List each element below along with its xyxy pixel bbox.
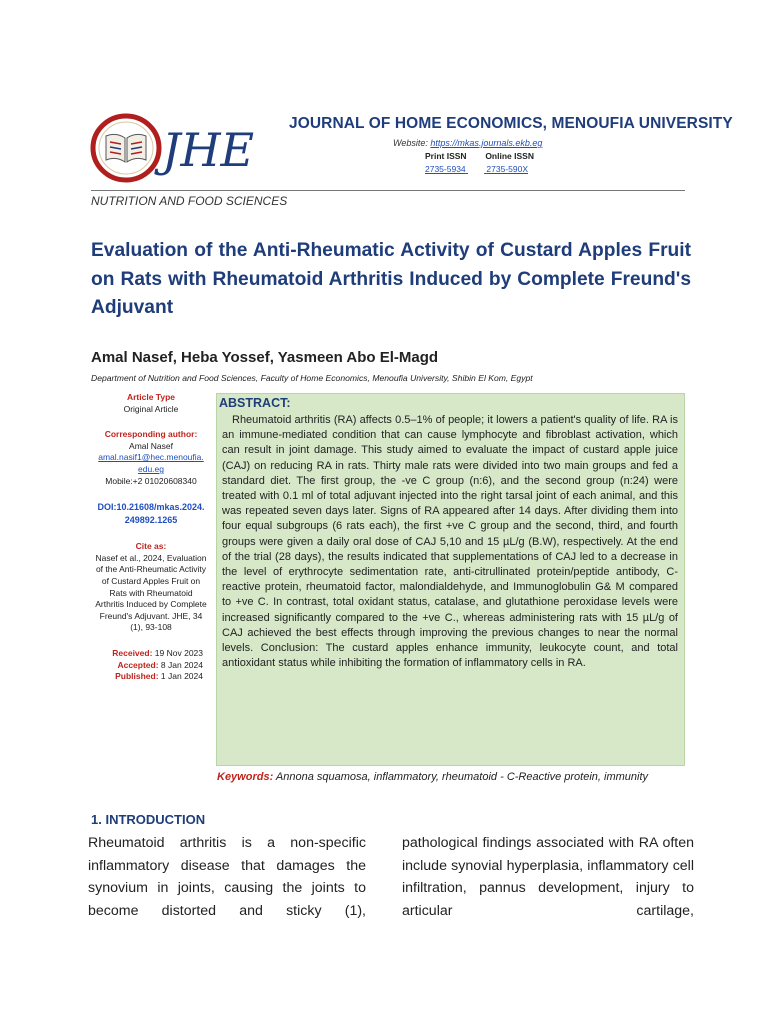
author-list: Amal Nasef, Heba Yossef, Yasmeen Abo El-Magd [91, 349, 439, 366]
cite-as-label: Cite as: [135, 541, 167, 552]
accepted-date: 8 Jan 2024 [160, 659, 203, 670]
issn-values [425, 164, 528, 174]
abstract-text: Rheumatoid arthritis (RA) affects 0.5–1% of people; it lowers a patient's quality of life. RA is an immune-mediated condition that can cause lymphocyte and fibroblast activation, which can result in joint damage. This study aimed to evaluate the impact of custard apple juice (CAJ) on reducing RA in rats. Thirty male rats were divided into two main groups and fed a standard diet. The first group, the -ve C group (n:6), and the second group (n:24) were treated with 0.1 ml of total adjuvant injected into the right tarsal joint of each animal, and this was repeated seven days later. Signs of RA appeared after 14 days. After dividing them into four equal subgroups (6 rats each), the first +ve C group and the second, third, and fourth groups were given a daily oral dose of CAJ 5,10 and 15 µL/g (B.W), respectively. At the end of the trial (28 days), the results indicated that supplementations of CAJ led to a decrease in the level of erythrocyte sedimentation rate, anti-citrullinated protein/peptide antibody, C-reactive protein, rheumatoid factor, malondialdehyde, and Immunoglobulin G& M compared to +ve C. In contrast, total oxidant status, catalase, and glutathione peroxidase levels were increased significantly compared to the +ve C., whereas administering rats with 15 µL/g of CAJ achieved the best effects through improving the previous changes to near the normal levels. Conclusion: The custard apples enhance immunity, leukocyte count, and total antioxidant status while inhibiting the formation of inflammatory cells in RA. [222, 414, 678, 670]
corresponding-author-label: Corresponding author: [104, 429, 198, 440]
author-email-link[interactable]: amal.nasif1@hec.menoufia.edu.eg [98, 452, 204, 474]
online-issn-label: Online ISSN [485, 151, 534, 161]
header-divider [91, 190, 685, 191]
author-mobile: Mobile:+2 01020608340 [105, 475, 197, 486]
citation-text: Nasef et al., 2024, Evaluation of the Anti-Rheumatic Activity of Custard Apples Fruit on Rats with Rheumatoid Arthritis Induced by Complete Freund's Adjuvant. JHE, 34 (1), 93-108 [95, 552, 207, 633]
accepted-label: Accepted: [117, 659, 159, 670]
paper-title: Evaluation of the Anti-Rheumatic Activity of Custard Apples Fruit on Rats with Rheumatoid Arthritis Induced by Complete Freund's Adjuvant [91, 240, 691, 318]
website-label: Website: [393, 138, 428, 148]
print-issn-label: Print ISSN [425, 151, 467, 161]
keywords-row: Keywords: Annona squamosa, inflammatory, rheumatoid - C-Reactive protein, immunity [217, 771, 649, 783]
published-date: 1 Jan 2024 [160, 671, 203, 682]
journal-logo [88, 112, 288, 184]
article-type-label: Article Type [126, 392, 176, 402]
logo-monogram: JHE [162, 123, 255, 177]
online-issn-link[interactable]: 2735-590X [486, 164, 528, 174]
introduction-right-column: pathological findings associated with RA often include synovial hyperplasia, inflammatory cell infiltration, pannus development, injury to articular cartilage, [402, 835, 694, 919]
affiliation: Department of Nutrition and Food Sciences, Faculty of Home Economics, Menoufia University, Shibin El Kom, Egypt [91, 373, 533, 383]
article-type: Original Article [123, 403, 179, 414]
issn-labels [425, 151, 534, 161]
published-label: Published: [115, 671, 159, 682]
received-label: Received: [112, 647, 153, 658]
article-info-sidebar [91, 392, 211, 683]
print-issn-link[interactable]: 2735-5934 [425, 164, 466, 174]
introduction-heading: 1. INTRODUCTION [91, 812, 206, 827]
section-label: NUTRITION AND FOOD SCIENCES [91, 194, 288, 208]
abstract-heading: ABSTRACT: [219, 396, 291, 410]
website-link[interactable]: https://mkas.journals.ekb.eg [430, 138, 543, 148]
website-row [393, 138, 542, 148]
doi-link[interactable]: DOI:10.21608/mkas.2024.249892.1265 [97, 502, 205, 526]
keywords-label: Keywords [217, 771, 270, 783]
introduction-left-column: Rheumatoid arthritis is a non-specific inflammatory disease that damages the synovium in joints, causing the joints to become distorted and sticky (1), [88, 835, 366, 919]
journal-name: JOURNAL OF HOME ECONOMICS, MENOUFIA UNIVERSITY [289, 115, 733, 132]
received-date: 19 Nov 2023 [154, 647, 203, 658]
keywords-list: Annona squamosa, inflammatory, rheumatoid - C-Reactive protein, immunity [275, 771, 649, 783]
corresponding-author-name: Amal Nasef [129, 440, 173, 451]
dates-block [91, 648, 211, 683]
